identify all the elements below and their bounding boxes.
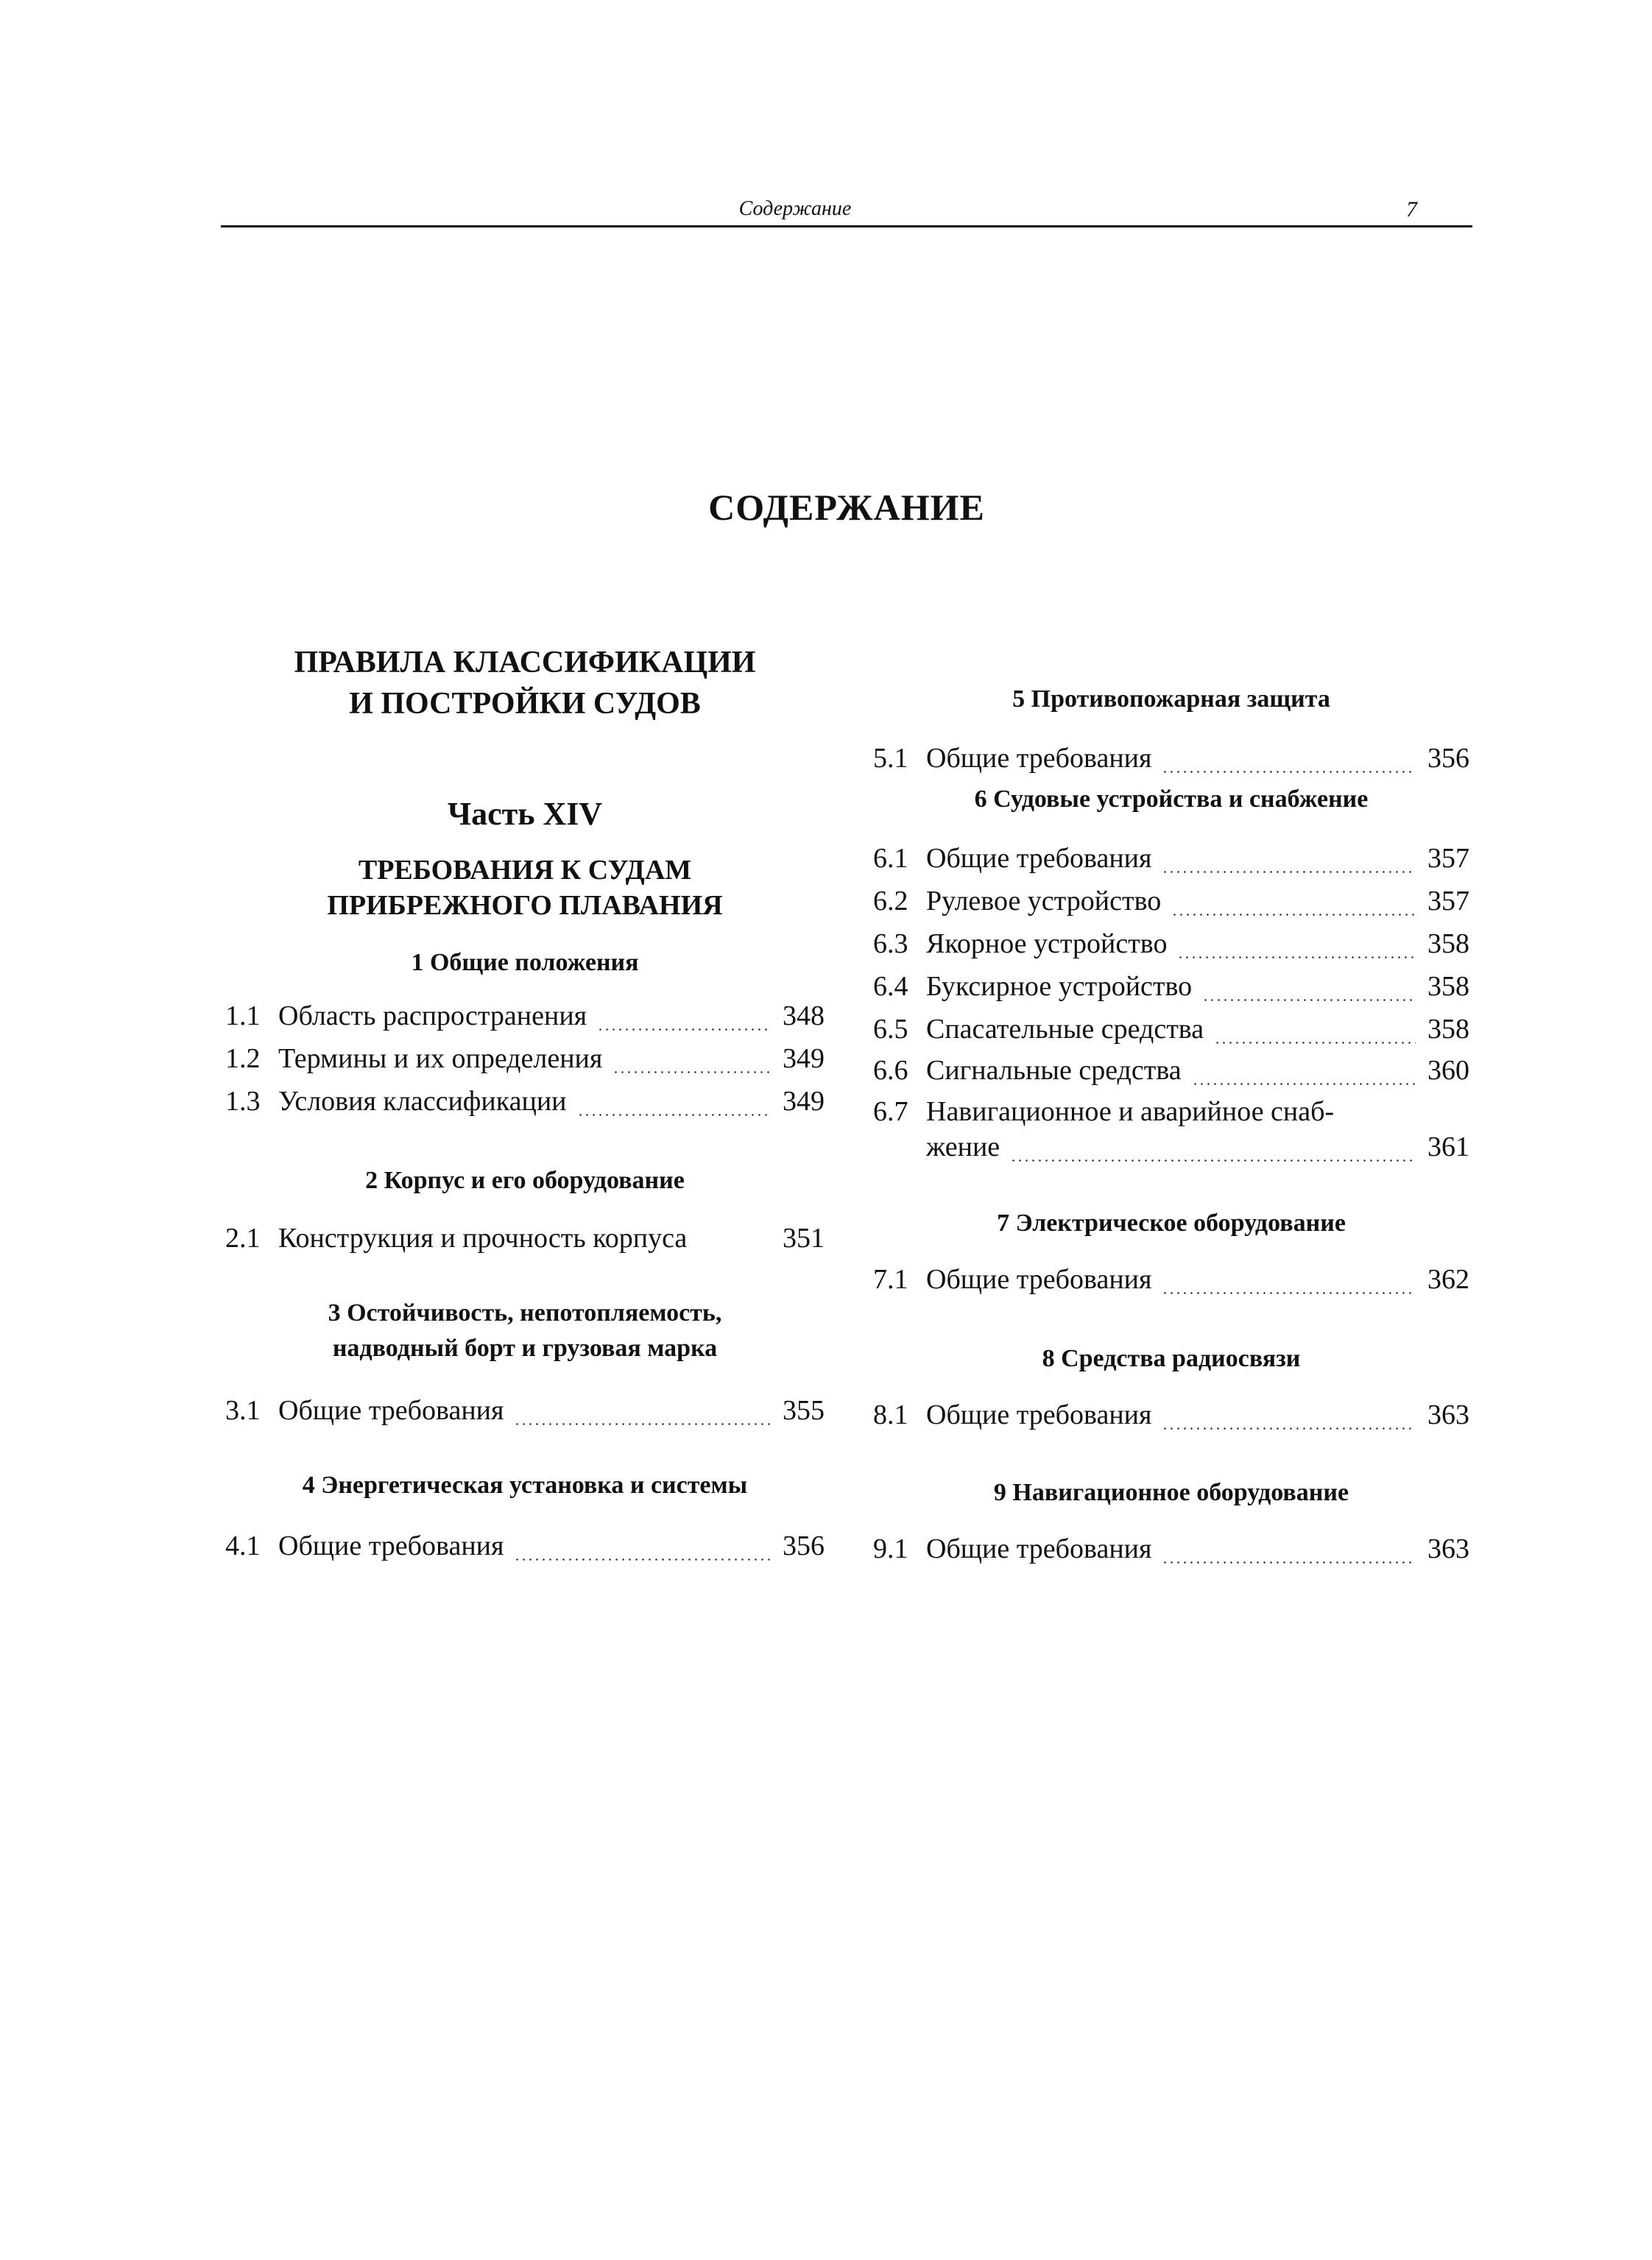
entry-title: Общие требования bbox=[926, 843, 1152, 874]
entry-title: Якорное устройство bbox=[926, 928, 1168, 959]
section-heading: 6 Судовые устройства и снабжение bbox=[974, 785, 1369, 813]
dot-leader bbox=[1162, 1292, 1416, 1294]
part-subtitle-line-1: ТРЕБОВАНИЯ К СУДАМ bbox=[358, 855, 692, 886]
dot-leader bbox=[613, 1071, 771, 1073]
page-title: СОДЕРЖАНИЕ bbox=[708, 487, 985, 528]
toc-entry[interactable] bbox=[873, 1263, 1469, 1304]
entry-number: 6.6 bbox=[873, 1055, 908, 1086]
entry-page: 360 bbox=[1427, 1055, 1469, 1086]
entry-title: Рулевое устройство bbox=[926, 886, 1162, 917]
entry-page: 356 bbox=[1427, 743, 1469, 774]
dot-leader bbox=[1162, 871, 1416, 873]
toc-entry[interactable] bbox=[225, 1222, 825, 1263]
page-number: 7 bbox=[1406, 197, 1417, 222]
entry-page: 358 bbox=[1427, 1014, 1469, 1045]
dot-leader bbox=[514, 1558, 771, 1561]
part-title: Часть XIV bbox=[447, 796, 603, 832]
dot-leader bbox=[514, 1423, 771, 1425]
entry-page: 363 bbox=[1427, 1399, 1469, 1430]
entry-page: 349 bbox=[783, 1043, 825, 1074]
running-header bbox=[221, 197, 1472, 228]
entry-page: 358 bbox=[1427, 928, 1469, 959]
entry-page: 357 bbox=[1427, 886, 1469, 917]
entry-title: Общие требования bbox=[926, 1533, 1152, 1564]
toc-entry[interactable] bbox=[225, 1530, 825, 1571]
dot-leader bbox=[1162, 1427, 1416, 1430]
entry-number: 7.1 bbox=[873, 1264, 908, 1295]
dot-leader bbox=[577, 1114, 771, 1116]
entry-page: 348 bbox=[783, 1000, 825, 1031]
entry-number: 4.1 bbox=[225, 1530, 261, 1561]
section-heading: 5 Противопожарная защита bbox=[1012, 685, 1330, 713]
toc-entry[interactable] bbox=[873, 970, 1469, 1011]
section-heading: надводный борт и грузовая марка bbox=[332, 1335, 718, 1362]
entry-number: 8.1 bbox=[873, 1399, 908, 1430]
entry-number: 9.1 bbox=[873, 1533, 908, 1564]
dot-leader bbox=[1177, 956, 1416, 958]
entry-number: 1.1 bbox=[225, 1000, 261, 1031]
entry-title: Буксирное устройство bbox=[926, 971, 1193, 1002]
dot-leader bbox=[1171, 914, 1416, 916]
header-rule bbox=[221, 225, 1472, 227]
toc-entry[interactable] bbox=[873, 1533, 1469, 1574]
dot-leader bbox=[597, 1028, 771, 1031]
entry-number: 6.2 bbox=[873, 886, 908, 917]
book-title-line-1: ПРАВИЛА КЛАССИФИКАЦИИ bbox=[294, 646, 756, 679]
entry-page: 363 bbox=[1427, 1533, 1469, 1564]
entry-page: 349 bbox=[783, 1086, 825, 1117]
section-heading: 7 Электрическое оборудование bbox=[997, 1210, 1346, 1237]
entry-page: 355 bbox=[783, 1395, 825, 1426]
entry-number: 6.4 bbox=[873, 971, 908, 1002]
entry-page: 362 bbox=[1427, 1264, 1469, 1295]
entry-page: 356 bbox=[783, 1530, 825, 1561]
toc-entry[interactable] bbox=[873, 842, 1469, 883]
toc-entry-continuation[interactable] bbox=[873, 1131, 1469, 1172]
entry-page: 351 bbox=[783, 1223, 825, 1254]
entry-number: 1.2 bbox=[225, 1043, 261, 1074]
entry-page: 361 bbox=[1427, 1131, 1469, 1162]
dot-leader bbox=[1214, 1042, 1416, 1044]
toc-entry[interactable] bbox=[873, 742, 1469, 783]
toc-entry[interactable] bbox=[225, 1042, 825, 1084]
toc-entry[interactable] bbox=[225, 1000, 825, 1041]
book-title-line-2: И ПОСТРОЙКИ СУДОВ bbox=[349, 687, 701, 721]
toc-entry[interactable] bbox=[225, 1394, 825, 1436]
section-heading: 1 Общие положения bbox=[411, 949, 639, 976]
section-heading: 4 Энергетическая установка и системы bbox=[302, 1472, 748, 1499]
section-heading: 3 Остойчивость, непотопляемость, bbox=[328, 1299, 722, 1327]
entry-number: 6.7 bbox=[873, 1096, 908, 1127]
entry-number: 1.3 bbox=[225, 1086, 261, 1117]
entry-page: 358 bbox=[1427, 971, 1469, 1002]
entry-number: 2.1 bbox=[225, 1223, 261, 1254]
entry-title: Сигнальные средства bbox=[926, 1055, 1182, 1086]
toc-entry[interactable] bbox=[873, 1399, 1469, 1440]
toc-entry[interactable] bbox=[225, 1085, 825, 1126]
section-heading: 9 Навигационное оборудование bbox=[993, 1479, 1349, 1506]
toc-entry[interactable] bbox=[873, 1054, 1469, 1095]
entry-title: Навигационное и аварийное снаб- bbox=[926, 1096, 1335, 1127]
entry-number: 6.3 bbox=[873, 928, 908, 959]
entry-title: Конструкция и прочность корпуса bbox=[278, 1223, 688, 1254]
dot-leader bbox=[1192, 1083, 1416, 1085]
entry-title: Область распространения bbox=[278, 1000, 587, 1031]
dot-leader bbox=[1202, 999, 1416, 1001]
entry-title: Термины и их определения bbox=[278, 1043, 603, 1074]
section-heading: 8 Средства радиосвязи bbox=[1042, 1345, 1301, 1372]
dot-leader bbox=[1162, 1561, 1416, 1564]
running-title: Содержание bbox=[738, 197, 852, 220]
section-heading: 2 Корпус и его оборудование bbox=[365, 1167, 685, 1194]
entry-title: Общие требования bbox=[278, 1530, 504, 1561]
entry-number: 6.5 bbox=[873, 1014, 908, 1045]
toc-entry[interactable] bbox=[873, 1013, 1469, 1054]
entry-number: 5.1 bbox=[873, 743, 908, 774]
entry-title: Общие требования bbox=[926, 1264, 1152, 1295]
toc-entry[interactable] bbox=[873, 885, 1469, 926]
dot-leader bbox=[1010, 1159, 1416, 1162]
part-subtitle-line-2: ПРИБРЕЖНОГО ПЛАВАНИЯ bbox=[327, 890, 723, 921]
entry-title: Спасательные средства bbox=[926, 1014, 1204, 1045]
entry-title: Общие требования bbox=[926, 743, 1152, 774]
dot-leader bbox=[1162, 771, 1416, 773]
entry-title: Общие требования bbox=[926, 1399, 1152, 1430]
toc-entry[interactable] bbox=[873, 928, 1469, 969]
entry-number: 3.1 bbox=[225, 1395, 261, 1426]
entry-title: Общие требования bbox=[278, 1395, 504, 1426]
entry-page: 357 bbox=[1427, 843, 1469, 874]
entry-title-continued: жение bbox=[926, 1131, 1000, 1162]
entry-number: 6.1 bbox=[873, 843, 908, 874]
entry-title: Условия классификации bbox=[278, 1086, 567, 1117]
